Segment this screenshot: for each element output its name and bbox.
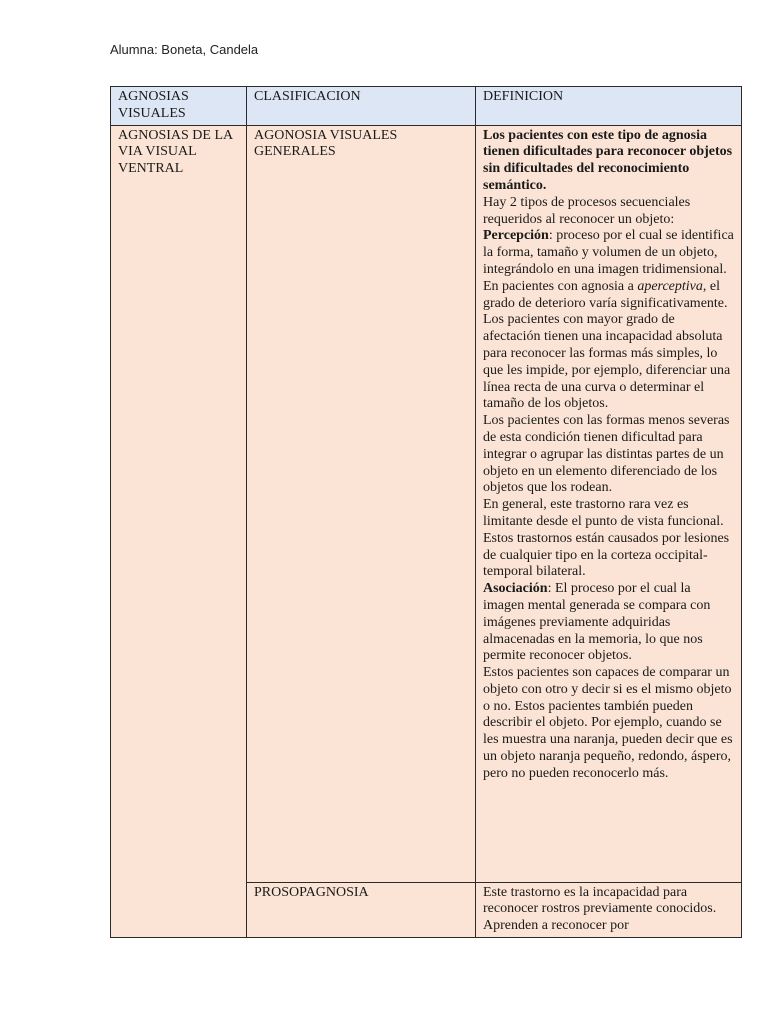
definition-asociacion: Asociación: El proceso por el cual la imagen mental generada se compara con imágenes previamente adquiridas almacenadas en la memoria, lo que nos permite reconocer objetos. bbox=[483, 581, 711, 664]
definition-percepcion: Percepción: proceso por el cual se identifica la forma, tamaño y volumen de un objeto, integrándolo en una imagen tridimensional. En pacientes con agnosia a aperceptiva, el grado de deterioro varía significativamente. bbox=[483, 228, 734, 311]
classification-cell: AGONOSIA VISUALES GENERALES bbox=[247, 125, 476, 882]
definition-paragraph: Los pacientes con las formas menos severas de esta condición tienen dificultad para integrar o agrupar las distintas partes de un objeto en un elemento diferenciado de los objetos que los rodean. bbox=[483, 413, 730, 496]
definition-paragraph: Los pacientes con mayor grado de afectación tienen una incapacidad absoluta para reconocer las formas más simples, lo que les impide, por ejemplo, diferenciar una línea recta de una curva o determinar el tamaño de los objetos. bbox=[483, 312, 731, 412]
header-clasificacion: CLASIFICACION bbox=[247, 87, 476, 126]
classification-cell: PROSOPAGNOSIA bbox=[247, 882, 476, 937]
group-cell: AGNOSIAS DE LA VIA VISUAL VENTRAL bbox=[111, 125, 247, 937]
definition-paragraph: Estos pacientes son capaces de comparar un objeto con otro y decir si es el mismo objeto o no. Estos pacientes también pueden describir el objeto. Por ejemplo, cuando se les muestra una naranja, pueden decir que es un objeto naranja pequeño, redondo, áspero, pero no pueden reconocerlo más. bbox=[483, 665, 733, 781]
agnosia-table bbox=[110, 86, 742, 938]
table-row bbox=[111, 125, 742, 882]
definition-paragraph: Hay 2 tipos de procesos secuenciales requeridos al reconocer un objeto: bbox=[483, 194, 691, 227]
definition-cell bbox=[476, 125, 742, 882]
header-agnosias-visuales: AGNOSIAS VISUALES bbox=[111, 87, 247, 126]
definition-intro: Los pacientes con este tipo de agnosia tienen dificultades para reconocer objetos sin dificultades del reconocimiento semántico. bbox=[483, 127, 733, 193]
definition-text: Este trastorno es la incapacidad para reconocer rostros previamente conocidos. Aprenden a reconocer por bbox=[483, 884, 717, 934]
table-header-row bbox=[111, 87, 742, 126]
definition-cell bbox=[476, 882, 742, 937]
student-name: Alumna: Boneta, Candela bbox=[110, 42, 259, 57]
header-definicion: DEFINICION bbox=[476, 87, 742, 126]
definition-paragraph: En general, este trastorno rara vez es limitante desde el punto de vista funcional. Estos trastornos están causados por lesiones de cualquier tipo en la corteza occipital-temporal bilateral. bbox=[483, 497, 730, 580]
